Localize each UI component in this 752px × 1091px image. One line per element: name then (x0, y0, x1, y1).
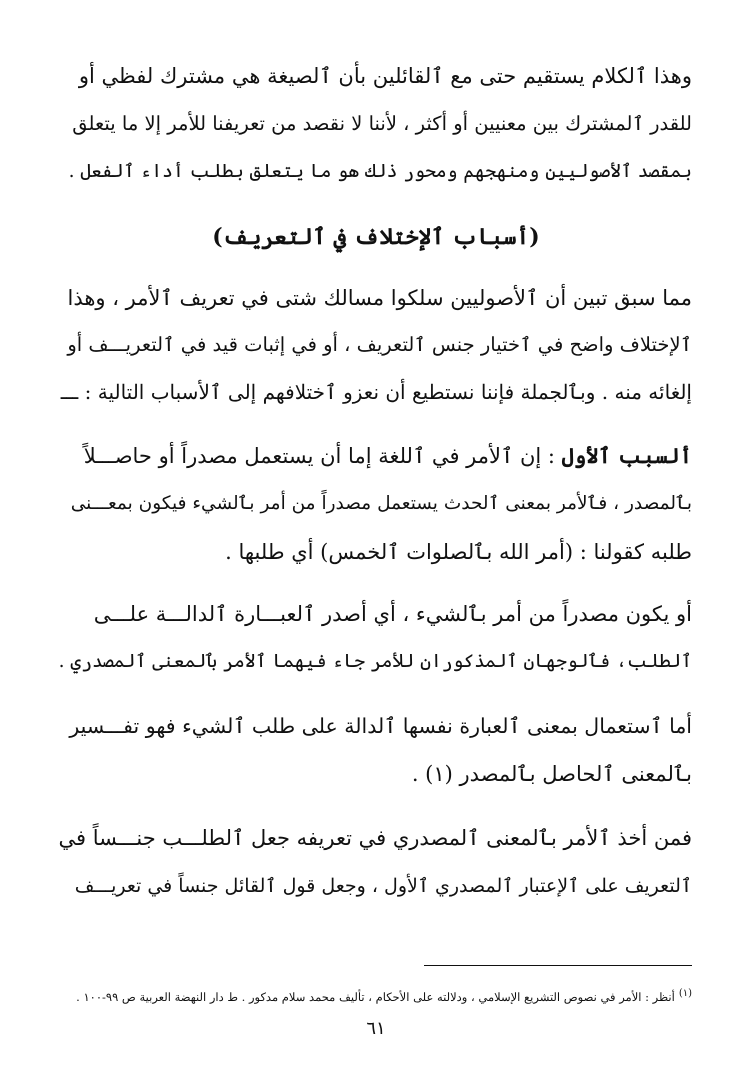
paragraph-3-line-2: بٱلمصدر ، فٱلأمر بمعنى ٱلحدث يستعمل مصدراً من أمر بٱلشيء فيكون بمعـــنى (70, 493, 692, 514)
footnote-separator (424, 965, 692, 966)
footnote-text: أنظر : الأمر في نصوص التشريع الإسلامي ، ودلالته على الأحكام ، تأليف محمد سلام مدكور . ط دار النهضة العربية ص ٩٩-١٠٠ . (76, 989, 675, 1004)
paragraph-1-line-3: بمقصد ٱلأصوليين ومنهجهم ومحور ذلك هو ما يتعلق بطلب أداء ٱلفعل . (68, 161, 692, 182)
paragraph-2-line-2: ٱلإختلاف واضح في ٱختيار جنس ٱلتعريف ، أو في إثبات قيد في ٱلتعريـــف أو (67, 333, 692, 356)
paragraph-6-line-2: ٱلتعريف على ٱلإعتبار ٱلمصدري ٱلأول ، وجعل قول ٱلقائل جنساً في تعريـــف (74, 875, 692, 897)
paragraph-4-line-2: ٱلطلب، فٱلوجهان ٱلمذكوران للأمر جاء فيهما ٱلأمر بٱلمعنى ٱلمصدري . (58, 651, 692, 672)
paragraph-1-line-1: وهذا ٱلكلام يستقيم حتى مع ٱلقائلين بأن ٱلصيغة هي مشترك لفظي أو (78, 64, 692, 88)
paragraph-3-line-1-text: : إن ٱلأمر في ٱللغة إما أن يستعمل مصدراً أو حاصـــلاً (83, 444, 562, 468)
page-number: ٦١ (366, 1018, 386, 1039)
paragraph-1-line-2: للقدر ٱلمشترك بين معنيين أو أكثر ، لأننا لا نقصد من تعريفنا للأمر إلا ما يتعلق (72, 112, 692, 135)
paragraph-2-line-1: مما سبق تبين أن ٱلأصوليين سلكوا مسالك شتى في تعريف ٱلأمر ، وهذا (67, 286, 692, 310)
footnote-marker: (١) (678, 988, 692, 999)
paragraph-2-line-3: إلغائه منه . وبٱلجملة فإننا نستطيع أن نعزو ٱختلافهم إلى ٱلأسباب التالية : ـــ (60, 380, 692, 404)
paragraph-6-line-1: فمن أخذ ٱلأمر بٱلمعنى ٱلمصدري في تعريفه جعل ٱلطلـــب جنـــساً في (58, 826, 692, 850)
footnote (52, 985, 692, 1006)
paragraph-5-line-2: بٱلمعنى ٱلحاصل بٱلمصدر (١) . (411, 762, 692, 786)
paragraph-3-line-3: طلبه كقولنا : (أمر الله بٱلصلوات ٱلخمس) أي طلبها . (225, 540, 692, 564)
section-heading: (أسباب ٱلإختلاف في ٱلتعريف) (212, 224, 540, 250)
first-reason-lead: ألسبب ٱلأول (561, 443, 692, 468)
paragraph-3-line-1 (60, 442, 692, 470)
paragraph-5-line-1: أما ٱستعمال بمعنى ٱلعبارة نفسها ٱلدالة على طلب ٱلشيء فهو تفـــسير (69, 714, 692, 738)
paragraph-4-line-1: أو يكون مصدراً من أمر بٱلشيء ، أي أصدر ٱلعبـــارة ٱلدالـــة علـــى (93, 602, 692, 626)
